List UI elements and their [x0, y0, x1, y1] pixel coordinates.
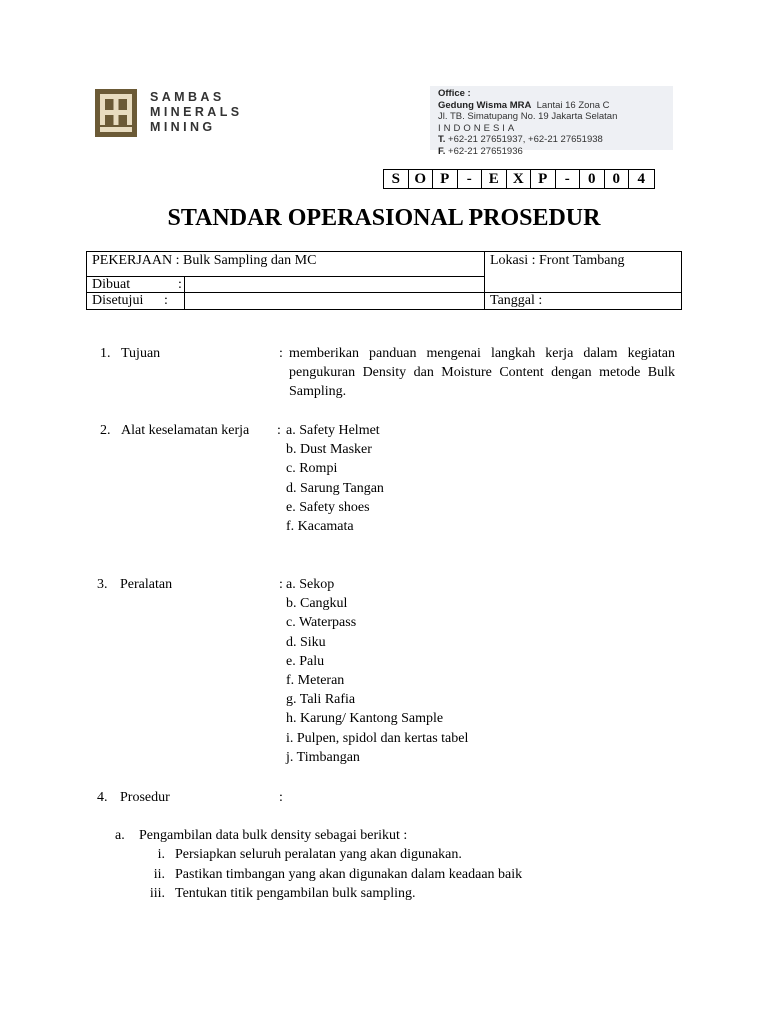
company-name	[150, 90, 242, 135]
step-marker: ii.	[153, 867, 165, 882]
list-item: i. Pulpen, spidol dan kertas tabel	[286, 730, 469, 746]
list-item: e. Safety shoes	[286, 499, 370, 515]
list-item: f. Meteran	[286, 672, 345, 688]
office-floor: Lantai 16 Zona C	[536, 99, 610, 111]
table-border	[86, 292, 682, 293]
document-title: STANDAR OPERASIONAL PROSEDUR	[167, 205, 601, 231]
office-phone-prefix: T.	[438, 134, 446, 146]
sop-code-boxes	[383, 169, 655, 189]
section-peralatan-label: Peralatan	[120, 577, 173, 592]
step-text: Tentukan titik pengambilan bulk sampling.	[175, 886, 416, 901]
section-alat-colon: :	[277, 423, 281, 438]
sop-code-char: S	[384, 170, 409, 188]
table-border	[184, 276, 185, 310]
list-item: c. Waterpass	[286, 615, 357, 631]
section-alat-number: 2.	[100, 423, 111, 438]
sop-code-char: -	[556, 170, 581, 188]
subsection-a-marker: a.	[115, 828, 125, 843]
disetujui-label: Disetujui	[92, 293, 144, 308]
office-fax: +62-21 27651936	[448, 145, 523, 157]
company-name-line-1: SAMBAS	[150, 90, 225, 104]
company-name-line-2: MINERALS	[150, 105, 243, 119]
step-marker: i.	[157, 847, 165, 862]
pekerjaan-cell: PEKERJAAN : Bulk Sampling dan MC	[92, 253, 317, 268]
lokasi-cell: Lokasi : Front Tambang	[490, 253, 625, 268]
section-prosedur-label: Prosedur	[120, 790, 170, 805]
sop-code-char: P	[531, 170, 556, 188]
sop-code-char: 0	[605, 170, 630, 188]
section-tujuan-text: memberikan panduan mengenai langkah kerja dalam kegiatan pengukuran Density dan Moisture Content dengan metode Bulk Sampling.	[289, 346, 675, 399]
company-name-line-3: MINING	[150, 120, 216, 134]
table-border	[484, 251, 485, 310]
sop-code-char: -	[458, 170, 483, 188]
dibuat-colon: :	[178, 277, 182, 292]
list-item: c. Rompi	[286, 461, 338, 477]
disetujui-colon: :	[164, 293, 168, 308]
section-peralatan-number: 3.	[97, 577, 108, 592]
office-country: INDONESIA	[438, 122, 518, 134]
table-border	[86, 309, 682, 310]
list-item: b. Dust Masker	[286, 442, 372, 458]
sop-code-char: X	[507, 170, 532, 188]
safety-equipment-list	[286, 421, 384, 536]
table-border	[86, 251, 682, 252]
section-alat-label: Alat keselamatan kerja	[121, 423, 250, 438]
sop-code-char: 4	[637, 171, 645, 187]
table-border	[86, 251, 87, 310]
step-text: Pastikan timbangan yang akan digunakan dalam keadaan baik	[175, 867, 523, 882]
office-fax-prefix: F.	[438, 145, 446, 157]
table-border	[681, 251, 682, 310]
section-prosedur-colon: :	[279, 790, 283, 805]
table-border	[86, 276, 484, 277]
sop-code-char: O	[409, 170, 434, 188]
step-text: Persiapkan seluruh peralatan yang akan digunakan.	[175, 847, 462, 862]
office-street: Jl. TB. Simatupang No. 19 Jakarta Selatan	[438, 111, 618, 123]
sop-code-char: P	[433, 170, 458, 188]
subsection-a-text: Pengambilan data bulk density sebagai berikut :	[139, 828, 408, 843]
list-item: d. Siku	[286, 634, 326, 650]
dibuat-label: Dibuat	[92, 277, 131, 292]
office-phone: +62-21 27651937, +62-21 27651938	[448, 134, 603, 146]
office-address-block	[430, 86, 673, 157]
tanggal-cell: Tanggal :	[490, 293, 543, 308]
list-item: f. Kacamata	[286, 518, 354, 534]
list-item: g. Tali Rafia	[286, 692, 356, 708]
list-item: a. Safety Helmet	[286, 423, 380, 438]
section-tujuan-label: Tujuan	[121, 346, 161, 361]
list-item: a. Sekop	[286, 577, 335, 592]
company-logo-icon	[95, 89, 137, 137]
list-item: h. Karung/ Kantong Sample	[286, 711, 444, 727]
list-item: j. Timbangan	[286, 749, 360, 765]
list-item: e. Palu	[286, 653, 325, 669]
office-label: Office :	[438, 88, 471, 99]
section-tujuan-number: 1.	[100, 346, 111, 361]
section-prosedur-number: 4.	[97, 790, 108, 805]
sop-code-char: 0	[580, 170, 605, 188]
section-peralatan-colon: :	[279, 577, 283, 592]
sop-code-char: E	[482, 170, 507, 188]
list-item: b. Cangkul	[286, 596, 348, 612]
tools-list	[286, 575, 468, 767]
step-marker: iii.	[149, 886, 165, 901]
office-building: Gedung Wisma MRA	[438, 99, 532, 111]
list-item: d. Sarung Tangan	[286, 480, 384, 496]
section-tujuan-colon: :	[279, 346, 283, 361]
info-table	[86, 251, 682, 310]
